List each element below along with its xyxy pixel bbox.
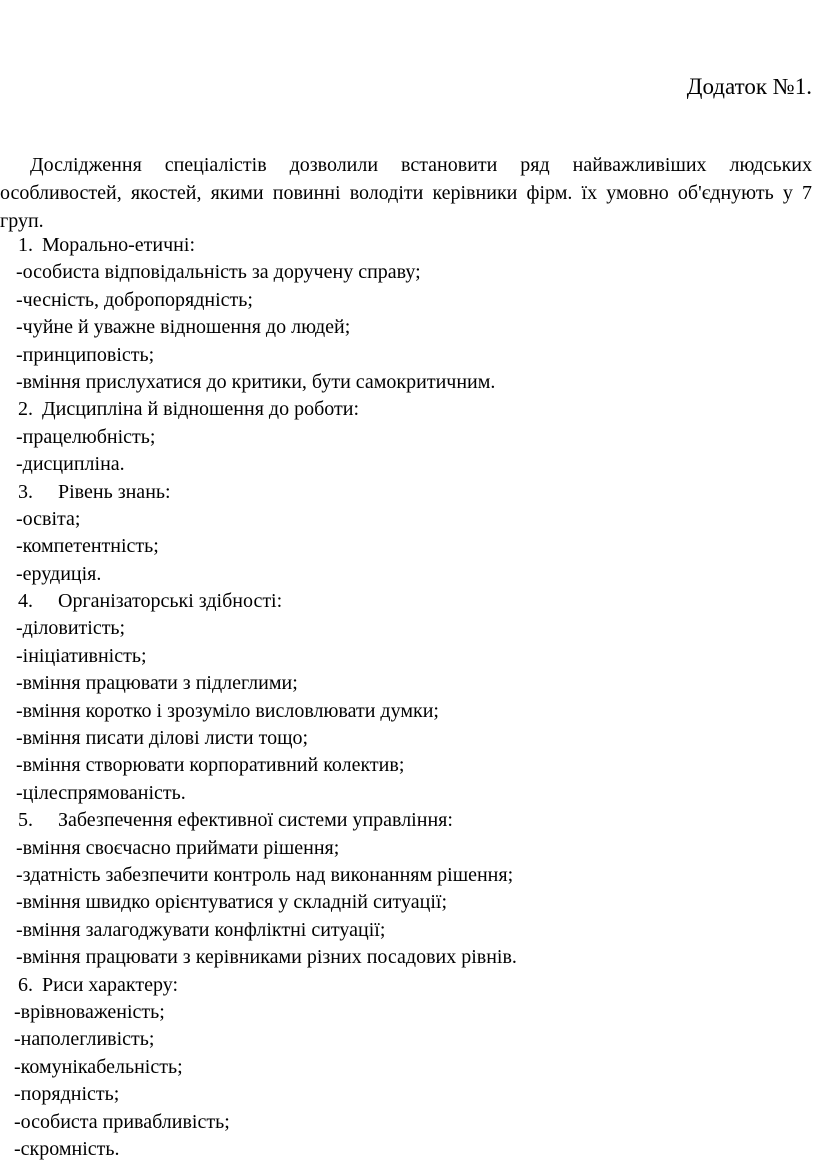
group-title: Забезпечення ефективної системи управління: — [58, 809, 453, 832]
list-item: -скромність. — [14, 1137, 120, 1160]
group-title: Організаторські здібності: — [58, 590, 283, 613]
list-item: -компетентність; — [16, 535, 159, 558]
list-item: -освіта; — [16, 507, 81, 530]
group-heading — [0, 807, 812, 834]
list-item: -ерудиція. — [16, 562, 102, 585]
list-item: -вміння писати ділові листи тощо; — [16, 727, 309, 750]
list-item: -працелюбність; — [16, 425, 156, 448]
appendix-title: Додаток №1. — [686, 74, 812, 99]
list-item: -цілеспрямованість. — [16, 781, 186, 804]
group-title: Дисципліна й відношення до роботи: — [42, 398, 360, 421]
list-item: -порядність; — [14, 1083, 120, 1106]
list-item: -здатність забезпечити контроль над виконанням рішення; — [16, 863, 514, 886]
list-item: -вміння швидко орієнтуватися у складній ситуації; — [16, 891, 448, 914]
group-title: Рівень знань: — [58, 480, 171, 503]
list-item: -вміння працювати з підлеглими; — [16, 672, 298, 695]
list-item: -наполегливість; — [14, 1028, 155, 1051]
group-number: 1. — [18, 234, 33, 256]
group-number: 5. — [18, 809, 33, 832]
group-heading — [0, 588, 812, 615]
group-number: 2. — [18, 398, 33, 421]
list-item: -принциповість; — [16, 343, 155, 366]
list-item: -вміння своєчасно приймати рішення; — [16, 836, 340, 859]
list-item: -вміння створювати корпоративний колектив; — [16, 754, 405, 777]
list-item: -ініціативність; — [16, 644, 147, 667]
group-number: 6. — [18, 973, 33, 996]
list-item: -чесність, добропорядність; — [16, 288, 253, 311]
group-heading — [0, 232, 812, 259]
list-item: -діловитість; — [16, 617, 126, 640]
list-item: -вміння залагоджувати конфліктні ситуації; — [16, 918, 386, 941]
group-title: Риси характеру: — [42, 973, 178, 996]
group-heading — [0, 396, 812, 423]
list-item: -врівноваженість; — [14, 1000, 165, 1023]
list-item: -вміння коротко і зрозуміло висловлювати думки; — [16, 699, 439, 722]
group-heading — [0, 972, 812, 999]
group-title: Морально-етичні: — [42, 234, 195, 256]
list-item: -особиста привабливість; — [14, 1110, 230, 1133]
list-item: -дисципліна. — [16, 453, 125, 476]
group-heading — [0, 479, 812, 506]
group-number: 3. — [18, 480, 33, 503]
list-item: -вміння прислухатися до критики, бути самокритичним. — [16, 370, 496, 393]
qualities-list — [0, 232, 812, 1163]
list-item: -комунікабельність; — [14, 1055, 183, 1078]
intro-paragraph: Дослідження спеціалістів дозволили встановити ряд найважливіших людських особливостей, якостей, якими повинні володіти керівники фірм. їх умовно об'єднують у 7 груп. — [0, 154, 812, 232]
list-item: -вміння працювати з керівниками різних посадових рівнів. — [16, 946, 517, 969]
group-number: 4. — [18, 590, 33, 613]
list-item: -особиста відповідальність за доручену справу; — [16, 261, 421, 284]
list-item: -чуйне й уважне відношення до людей; — [16, 316, 351, 339]
